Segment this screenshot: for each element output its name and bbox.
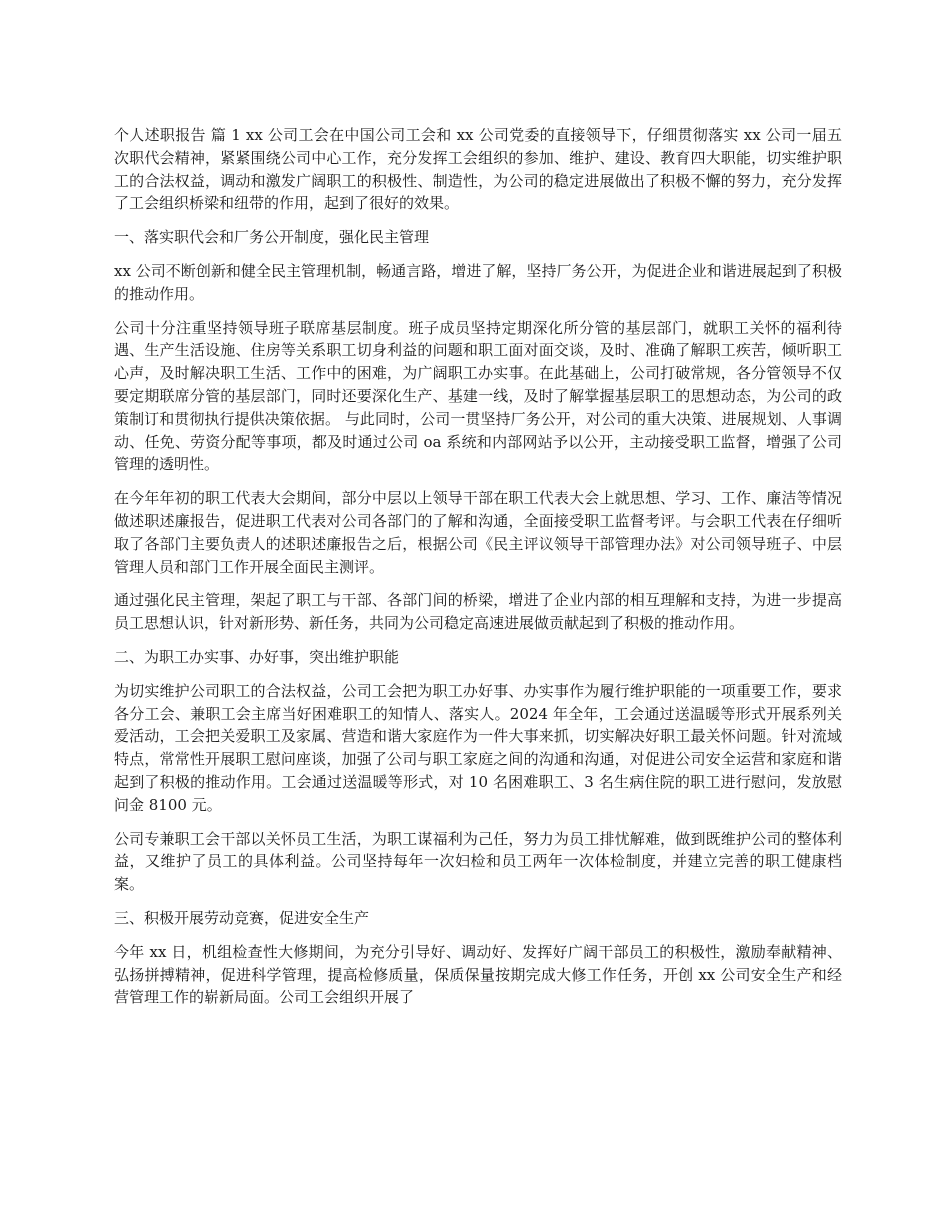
document-page (114, 124, 842, 1020)
section-heading-1: 一、落实职代会和厂务公开制度，强化民主管理 (114, 228, 430, 247)
section-heading-2: 二、为职工办实事、办好事，突出维护职能 (114, 647, 400, 666)
body-paragraph: 公司专兼职工会干部以关怀员工生活，为职工谋福利为己任，努力为员工排忧解难，做到既维护公司的整体利益，又维护了员工的具体利益。公司坚持每年一次妇检和员工两年一次体检制度，并建立完善的职工健康档案。 (114, 829, 842, 894)
body-paragraph: 为切实维护公司职工的合法权益，公司工会把为职工办好事、办实事作为履行维护职能的一项重要工作，要求各分工会、兼职工会主席当好困难职工的知情人、落实人。2024 年全年，工会通过送温暖等形式开展系列关爱活动，工会把关爱职工及家属、营造和谐大家庭作为一件大事来抓，切实解决好职工最关怀问题。针对流域特点，常常性开展职工慰问座谈，加强了公司与职工家庭之间的沟通和沟通，对促进公司安全运营和家庭和谐起到了积极的推动作用。工会通过送温暖等形式，对 10 名困难职工、3 名生病住院的职工进行慰问，发放慰问金 8100 元。 (114, 681, 842, 814)
body-paragraph: xx 公司不断创新和健全民主管理机制，畅通言路，增进了解，坚持厂务公开，为促进企业和谐进展起到了积极的推动作用。 (114, 261, 842, 303)
body-paragraph: 公司十分注重坚持领导班子联席基层制度。班子成员坚持定期深化所分管的基层部门，就职工关怀的福利待遇、生产生活设施、住房等关系职工切身利益的问题和职工面对面交谈，及时、准确了解职工疾苦，倾听职工心声，及时解决职工生活、工作中的困难，为广阔职工办实事。在此基础上，公司打破常规，各分管领导不仅要定期联席分管的基层部门，同时还要深化生产、基建一线，及时了解掌握基层职工的思想动态，为公司的政策制订和贯彻执行提供决策依据。 与此同时，公司一贯坚持厂务公开，对公司的重大决策、进展规划、人事调动、任免、劳资分配等事项，都及时通过公司 oa 系统和内部网站予以公开，主动接受职工监督，增强了公司管理的透明性。 (114, 318, 842, 474)
body-paragraph: 通过强化民主管理，架起了职工与干部、各部门间的桥梁，增进了企业内部的相互理解和支持，为进一步提高员工思想认识，针对新形势、新任务，共同为公司稳定高速进展做贡献起到了积极的推动作用。 (114, 591, 842, 633)
section-heading-3: 三、积极开展劳动竞赛，促进安全生产 (114, 908, 370, 927)
body-paragraph: 今年 xx 日，机组检查性大修期间，为充分引导好、调动好、发挥好广阔干部员工的积极性，激励奉献精神、弘扬拼搏精神，促进科学管理，提高检修质量，保质保量按期完成大修工作任务，开创 xx 公司安全生产和经营管理工作的崭新局面。公司工会组织开展了 (114, 942, 842, 1007)
intro-paragraph: 个人述职报告 篇 1 xx 公司工会在中国公司工会和 xx 公司党委的直接领导下，仔细贯彻落实 xx 公司一届五次职代会精神，紧紧围绕公司中心工作，充分发挥工会组织的参加、维护、建设、教育四大职能，切实维护职工的合法权益，调动和激发广阔职工的积极性、制造性，为公司的稳定进展做出了积极不懈的努力，充分发挥了工会组织桥梁和纽带的作用，起到了很好的效果。 (114, 126, 842, 213)
body-paragraph: 在今年年初的职工代表大会期间，部分中层以上领导干部在职工代表大会上就思想、学习、工作、廉洁等情况做述职述廉报告，促进职工代表对公司各部门的了解和沟通，全面接受职工监督考评。与会职工代表在仔细听取了各部门主要负责人的述职述廉报告之后，根据公司《民主评议领导干部管理办法》对公司领导班子、中层管理人员和部门工作开展全面民主测评。 (114, 489, 842, 576)
